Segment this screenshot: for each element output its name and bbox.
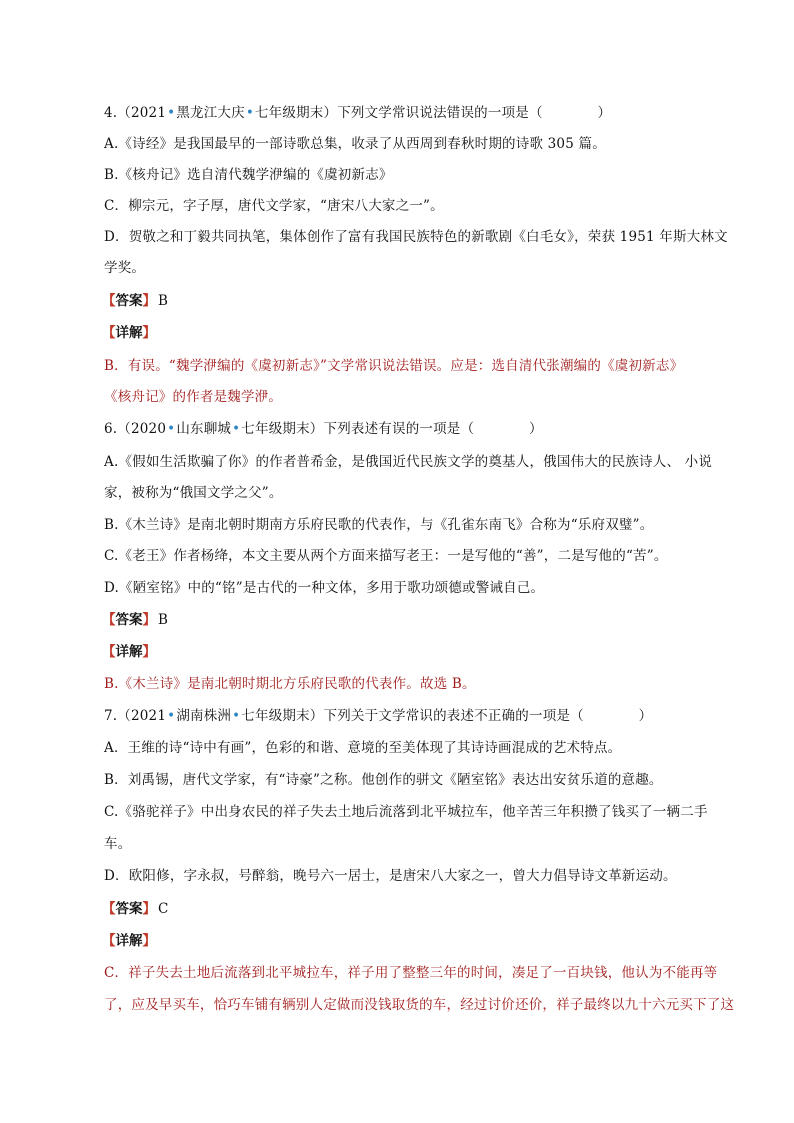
option-c: C.《老王》作者杨绛，本文主要从两个方面来描写老王：一是写他的“善”，二是写他的“苦”。 [104,548,668,564]
question-4-header [104,104,724,122]
question-source-year: （2021 [117,708,167,724]
question-stem: 下列表述有误的一项是（ ） [323,421,543,437]
option-d: D．欧阳修，字永叔，号醉翁，晚号六一居士，是唐宋八大家之一，曾大力倡导诗文革新运动。 [104,868,677,884]
explanation-text: C．祥子失去土地后流落到北平城拉车，祥子用了整整三年的时间，凑足了一百块钱，他认为不能再等 [104,965,718,981]
question-source-term: 七年级期末） [241,708,324,724]
option-a: A．王维的诗“诗中有画”，色彩的和谐、意境的至美体现了其诗诗画混成的艺术特点。 [104,740,622,756]
question-stem: 下列关于文学常识的表述不正确的一项是（ ） [323,708,653,724]
detail-label: 【详解】 [102,644,156,660]
question-7-header [104,707,724,725]
answer-value: C [158,901,169,917]
bullet-dot-icon: • [167,708,176,724]
question-source-location: 黑龙江大庆 [176,105,245,121]
option-c: C.《骆驼祥子》中出身农民的祥子失去土地后流落到北平城拉车，他辛苦三年积攒了钱买了一辆二手 [104,804,708,820]
answer-label: 【答案】 B [102,293,168,309]
question-source-term: 七年级期末） [241,421,324,437]
bullet-dot-icon: • [232,421,241,437]
detail-label: 【详解】 [102,325,156,341]
question-source-location: 山东聊城 [176,421,232,437]
answer-value: B [158,293,168,309]
answer-label: 【答案】 B [102,612,168,628]
question-number: 7. [104,708,118,724]
option-b: B.《木兰诗》是南北朝时期南方乐府民歌的代表作，与《孔雀东南飞》合称为“乐府双璧”。 [104,517,654,533]
explanation-text-continued: 《核舟记》的作者是魏学洢。 [104,389,283,405]
option-a: A.《假如生活欺骗了你》的作者普希金，是俄国近代民族文学的奠基人，俄国伟大的民族诗人、 小说 [104,454,713,470]
option-d: D．贺敬之和丁毅共同执笔，集体创作了富有我国民族特色的新歌剧《白毛女》，荣获 1951 年斯大林文 [104,229,728,245]
bullet-dot-icon: • [232,708,241,724]
bullet-dot-icon: • [167,105,176,121]
bullet-dot-icon: • [167,421,176,437]
explanation-text: B.《木兰诗》是南北朝时期北方乐府民歌的代表作。故选 B。 [104,676,476,692]
answer-label: 【答案】 C [102,901,169,917]
option-b: B.《核舟记》选自清代魏学洢编的《虞初新志》 [104,167,393,183]
question-source-location: 湖南株洲 [176,708,232,724]
bullet-dot-icon: • [245,105,254,121]
explanation-text: B．有误。“魏学洢编的《虞初新志》”文学常识说法错误。应是：选自清代张潮编的《虞初新志》 [104,358,684,374]
question-source-term: 七年级期末） [254,105,338,121]
question-source-year: （2020 [117,421,167,437]
answer-value: B [158,612,168,628]
option-c: C．柳宗元，字子厚，唐代文学家，“唐宋八大家之一”。 [104,198,444,214]
option-c-continued: 车。 [104,836,132,852]
explanation-text-continued: 了，应及早买车，恰巧车铺有辆别人定做而没钱取货的车，经过讨价还价，祥子最终以九十六元买下了这 [104,997,735,1013]
question-number: 4. [104,105,118,121]
option-d-continued: 学奖。 [104,260,146,276]
question-number: 6. [104,421,118,437]
question-stem: 下列文学常识说法错误的一项是（ ） [337,105,612,121]
option-b: B．刘禹锡，唐代文学家，有“诗豪”之称。他创作的骈文《陋室铭》表达出安贫乐道的意趣。 [104,772,663,788]
question-source-year: （2021 [117,105,167,121]
question-6-header [104,420,724,438]
option-a: A.《诗经》是我国最早的一部诗歌总集，收录了从西周到春秋时期的诗歌 305 篇。 [104,136,606,152]
option-a-continued: 家，被称为“俄国文学之父”。 [104,485,283,501]
option-d: D.《陋室铭》中的“铭”是古代的一种文体，多用于歌功颂德或警诫自己。 [104,580,545,596]
detail-label: 【详解】 [102,933,156,949]
